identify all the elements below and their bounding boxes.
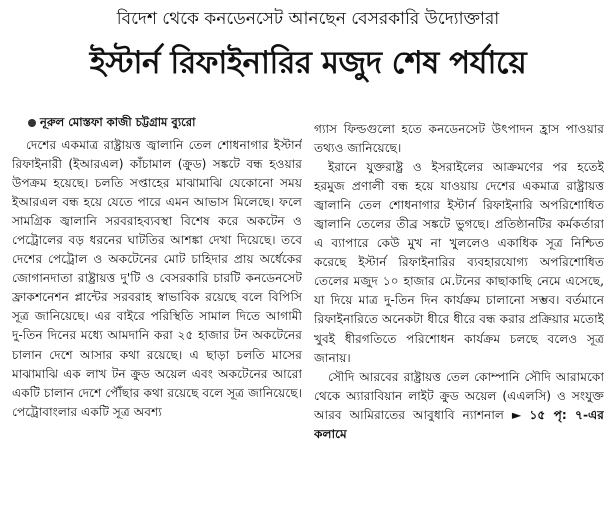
byline bbox=[28, 114, 298, 130]
jump-text: ১৫ পৃ: ৭-এর কলামে bbox=[314, 407, 604, 441]
byline-text: নূরুল মোস্তফা কাজী চট্টগ্রাম ব্যুরো bbox=[40, 115, 196, 129]
paragraph: দেশের একমাত্র রাষ্ট্রায়ত্ত জ্বালানি তেল শোধনাগার ইস্টার্ন রিফাইনারী (ইআরএল) কাঁচামাল (ক্রুড) সঙ্কটে বন্ধ হওয়ার উপক্রম হয়েছে। চলতি সপ্তাহের মাঝামাঝি যেকোনো সময় ইআরএল বন্ধ হয়ে যেতে পারে এমন আভাস মিলেছে। ফলে সামগ্রিক জ্বালানি সরবরাহব্যবস্থা বিশেষ করে অকটেন ও পেট্রোলের বড় ধরনের ঘাটতির আশঙ্কা দেখা দিয়েছে। তবে দেশের পেট্রোল ও অকটেনের মোট চাহিদার প্রায় অর্ধেকের জোগানদাতা রাষ্ট্রায়ত্ত দু'টি ও বেসরকারি চারটি কনডেনসেট ফ্রাকশনেশন প্লান্টের সরবরাহ স্বাভাবিক রয়েছে বলে বিপিসি সূত্র জানিয়েছে। এর বাইরে পরিস্থিতি সামাল দিতে আগামী দু-তিন দিনের মধ্যে আমদানি করা ২৫ হাজার টন অকটেনের চালান দেশে আসার কথা রয়েছে। এ ছাড়া চলতি মাসের মাঝামাঝি এক লাখ টন ক্রুড অয়েল এবং অকটেনের আরো একটি চালান দেশে পৌঁছার কথা রয়েছে বলে সূত্র জানিয়েছে। পেট্রোবাংলার একটি সূত্র অবশ্য bbox=[12, 138, 302, 419]
paragraph: গ্যাস ফিল্ডগুলো হতে কনডেনসেট উৎপাদন হ্রাস পাওয়ার তথ্যও জানিয়েছে। bbox=[314, 122, 604, 156]
left-column bbox=[12, 136, 302, 520]
paragraph bbox=[314, 368, 604, 444]
paragraph-text: সৌদি আরবের রাষ্ট্রায়ত্ত তেল কোম্পানি সৌদি আরামকো থেকে অ্যারাবিয়ান লাইট ক্রুড অয়েল (এএলসি) ও সংযুক্ত আরব আমিরাতের আবুধাবি ন্যাশনাল bbox=[314, 369, 604, 422]
kicker-headline: বিদেশ থেকে কনডেনসেট আনছেন বেসরকারি উদ্যোক্তারা bbox=[116, 9, 500, 29]
right-column bbox=[314, 120, 604, 520]
main-headline: ইস্টার্ন রিফাইনারির মজুদ শেষ পর্যায়ে bbox=[89, 45, 527, 81]
paragraph: ইরানে যুক্তরাষ্ট্র ও ইসরাইলের আক্রমণের পর হতেই হরমুজ প্রণালী বন্ধ হয়ে যাওয়ায় দেশের একমাত্র রাষ্ট্রায়ত্ত জ্বালানি তেল শোধনাগার ইস্টার্ন রিফাইনারি অপরিশোধিত জ্বালানি তেলের তীব্র সঙ্কটে ভুগছে। প্রতিষ্ঠানটির কর্মকর্তারা এ ব্যাপারে কেউ মুখ না খুললেও একাধিক সূত্র নিশ্চিত করেছে ইস্টার্ন রিফাইনারির ব্যবহারযোগ্য অপরিশোধিত তেলের মজুদ ১০ হাজার মে.টনের কাছাকাছি নেমে এসেছে, যা দিয়ে মাত্র দু-তিন দিন কার্যক্রম চালানো সম্ভব। বর্তমানে রিফাইনারিতে অনেকটা ধীরে ধীরে বন্ধ করার প্রক্রিয়ার মতোই খুবই ধীরগতিতে পরিশোধন কার্যক্রম চলছে বলেও সূত্র জানায়। bbox=[314, 160, 604, 365]
bullet-icon bbox=[28, 119, 36, 127]
continuation-jump: ► ১৫ পৃ: ৭-এর কলামে bbox=[314, 407, 604, 441]
